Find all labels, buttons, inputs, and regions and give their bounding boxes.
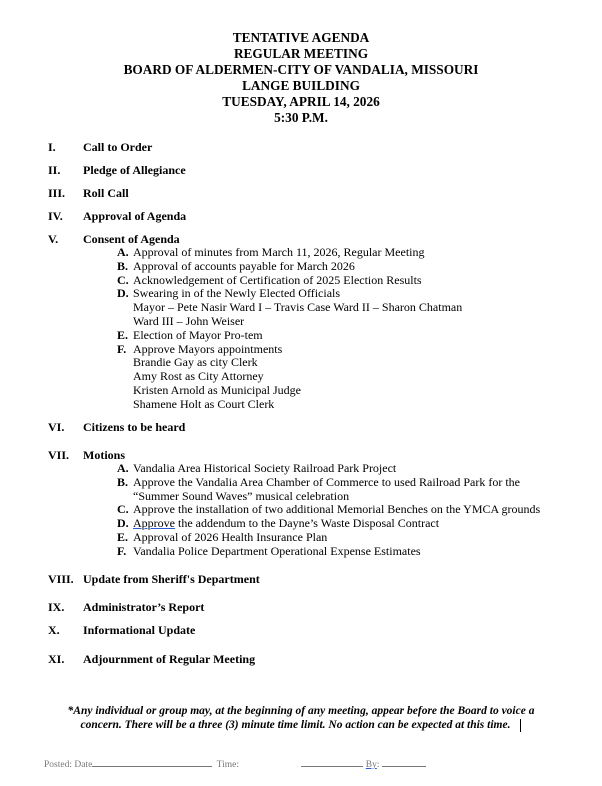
item-detail-line: “Summer Sound Waves” musical celebration <box>133 488 350 503</box>
item-text: Approval of 2026 Health Insurance Plan <box>133 529 328 544</box>
section-number: VII. <box>48 448 70 462</box>
header-line: TUESDAY, APRIL 14, 2026 <box>222 94 380 109</box>
section-title: Informational Update <box>83 623 196 637</box>
item-letter: F. <box>117 341 127 356</box>
item-detail-line: Amy Rost as City Attorney <box>133 369 264 384</box>
agenda-subitem <box>117 531 540 545</box>
item-detail-line: Kristen Arnold as Municipal Judge <box>133 382 301 397</box>
item-letter: B. <box>117 474 129 489</box>
header-line: LANGE BUILDING <box>242 78 360 93</box>
posting-footer: Posted: Date Time: By: <box>44 758 426 770</box>
agenda-subitem <box>117 462 540 476</box>
agenda-subitem <box>117 260 462 274</box>
header-line: BOARD OF ALDERMEN-CITY OF VANDALIA, MISSOURI <box>123 62 479 77</box>
by-label: By <box>365 760 377 770</box>
item-letter: A. <box>117 461 129 475</box>
note-line: *Any individual or group may, at the beginning of any meeting, appear before the Board to voice a <box>67 705 535 717</box>
section-title: Approval of Agenda <box>83 209 187 223</box>
item-detail-line: Ward III – John Weiser <box>133 313 245 328</box>
item-letter: C. <box>117 502 129 517</box>
item-text: Approve Mayors appointments <box>133 341 283 356</box>
item-text: Approval of accounts payable for March 2026 <box>133 258 355 273</box>
motion-items <box>117 462 540 559</box>
item-letter: E. <box>117 529 129 544</box>
agenda-subitem <box>117 503 540 517</box>
agenda-subitem <box>117 274 462 288</box>
section-title: Administrator’s Report <box>83 600 205 614</box>
note-line <box>0 718 602 732</box>
time-blank[interactable] <box>301 758 363 767</box>
section-title: Call to Order <box>83 140 153 154</box>
item-letter: A. <box>117 245 129 259</box>
by-blank[interactable] <box>382 758 426 767</box>
header-line: REGULAR MEETING <box>233 46 369 61</box>
agenda-subitem <box>117 545 540 559</box>
agenda-subitem <box>117 329 462 343</box>
item-text: Swearing in of the Newly Elected Officials <box>133 286 341 301</box>
agenda-subitem <box>117 476 540 490</box>
section-number: VIII. <box>48 572 74 586</box>
section-title: Citizens to be heard <box>83 420 186 434</box>
item-detail-line: Mayor – Pete Nasir Ward I – Travis Case Ward II – Sharon Chatman <box>133 300 463 315</box>
item-letter: E. <box>117 327 129 342</box>
time-label: Time: <box>216 760 240 770</box>
item-text: Acknowledgement of Certification of 2025 Election Results <box>133 272 422 287</box>
section-number: IV. <box>48 209 63 223</box>
item-letter: F. <box>117 543 127 558</box>
section-number: XI. <box>48 652 65 666</box>
item-text: the addendum to the Dayne’s Waste Disposal Contract <box>175 516 440 531</box>
section-title: Update from Sheriff's Department <box>83 572 260 586</box>
section-title: Adjournment of Regular Meeting <box>83 652 256 666</box>
section-number: X. <box>48 623 60 637</box>
section-title: Roll Call <box>83 186 129 200</box>
item-detail-line: Shamene Holt as Court Clerk <box>133 396 275 411</box>
agenda-subitem <box>117 287 462 301</box>
agenda-subitem <box>117 517 540 531</box>
posted-date-label: Posted: Date <box>44 760 93 770</box>
section-title: Motions <box>83 448 125 462</box>
section-number: V. <box>48 232 59 246</box>
section-number: II. <box>48 163 61 177</box>
item-text: Approve the Vandalia Area Chamber of Commerce to used Railroad Park for the <box>133 474 520 489</box>
agenda-subitem <box>117 246 462 260</box>
header-line: TENTATIVE AGENDA <box>232 30 370 45</box>
section-number: I. <box>48 140 56 154</box>
note-text: concern. There will be a three (3) minute time limit. No action can be expected at this time. <box>80 719 511 731</box>
section-title: Pledge of Allegiance <box>83 163 186 177</box>
date-blank[interactable] <box>92 758 212 767</box>
consent-items <box>117 246 462 412</box>
section-number: IX. <box>48 600 65 614</box>
item-letter: B. <box>117 258 129 273</box>
item-text: Approval of minutes from March 11, 2026, Regular Meeting <box>133 245 425 259</box>
item-text: Vandalia Area Historical Society Railroad Park Project <box>133 461 397 475</box>
item-text: Election of Mayor Pro-tem <box>133 327 263 342</box>
text-cursor <box>520 719 521 732</box>
header-line: 5:30 P.M. <box>274 110 328 125</box>
item-letter: C. <box>117 272 129 287</box>
section-title: Consent of Agenda <box>83 232 180 246</box>
section-number: III. <box>48 186 66 200</box>
section-number: VI. <box>48 420 65 434</box>
public-comment-note <box>0 704 602 732</box>
item-letter: D. <box>117 516 129 531</box>
item-text: Vandalia Police Department Operational Expense Estimates <box>133 543 421 558</box>
flagged-word: Approve <box>133 516 175 531</box>
item-detail-line: Brandie Gay as city Clerk <box>133 355 258 370</box>
item-text: Approve the installation of two additional Memorial Benches on the YMCA grounds <box>133 502 541 517</box>
agenda-subitem <box>117 343 462 357</box>
item-letter: D. <box>117 286 129 301</box>
